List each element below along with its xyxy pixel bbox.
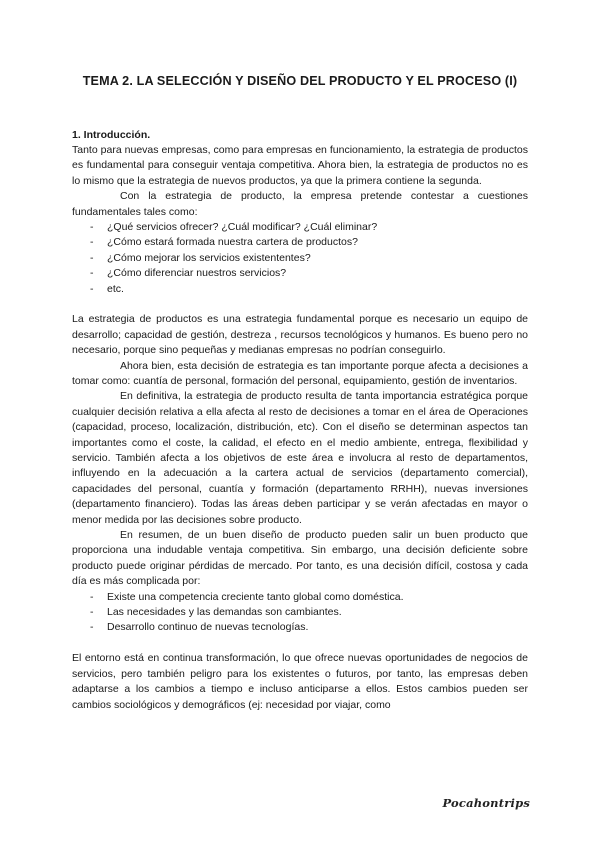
list-item: - etc.	[72, 282, 528, 297]
paragraph-entorno: El entorno está en continua transformación, lo que ofrece nuevas oportunidades de negocios de servicios, pero también peligro para los existentes o futuros, por tanto, las empresas deben adaptarse a los cambios a tiempo e incluso anticiparse a ellos. Estos cambios pueden ser cambios sociológicos y demográficos (ej: necesidad por viajar, como	[72, 652, 528, 711]
paragraph-intro: Tanto para nuevas empresas, como para empresas en funcionamiento, la estrategia de productos es fundamental para conseguir ventaja competitiva. Ahora bien, la estrategia de productos no es lo mismo que la estrategia de nuevos productos, ya que la primera contiene la segunda.	[72, 143, 528, 187]
list-item: - ¿Cómo mejorar los servicios existententes?	[72, 251, 528, 266]
paragraph-definitiva: En definitiva, la estrategia de producto resulta de tanta importancia estratégica porque cualquier decisión relativa a ella afecta al resto de decisiones a tomar en el área de Operaciones (capacidad, proceso, localización, distribución, etc). Con el diseño se determinan aspectos tan importantes como el coste, la calidad, el efecto en el medio ambiente, entrega, flexibilidad y servicio. También afecta a los objetivos de este área e involucra al resto de departamentos, influyendo en la adecuación a la cartera actual de servicios (departamento comercial), capacidades del personal, cuantía y formación (departamento RRHH), nuevas inversiones (departamento financiero). Todas las áreas deben participar y se verán afectadas en mayor o menor medida por las decisiones sobre producto.	[72, 390, 528, 526]
list-item: - ¿Qué servicios ofrecer? ¿Cuál modificar? ¿Cuál eliminar?	[72, 220, 528, 235]
spacer	[72, 636, 528, 651]
list-item: - Las necesidades y las demandas son cambiantes.	[72, 605, 528, 620]
questions-list	[72, 220, 528, 297]
paragraph-decisions: Ahora bien, esta decisión de estrategia es tan importante porque afecta a decisiones a tomar como: cuantía de personal, formación del personal, equipamiento, gestión de inventarios.	[72, 359, 528, 387]
paragraph-strategy-questions: Con la estrategia de producto, la empresa pretende contestar a cuestiones fundamentales tales como:	[72, 190, 528, 218]
paragraph-resumen: En resumen, de un buen diseño de producto pueden salir un buen producto que proporciona una indudable ventaja competitiva. Sin embargo, una decisión deficiente sobre producto puede originar pérdidas de mercado. Por tanto, es una decisión difícil, costosa y cada día es más complicada por:	[72, 529, 528, 588]
spacer	[72, 297, 528, 312]
page-title: TEMA 2. LA SELECCIÓN Y DISEÑO DEL PRODUCTO Y EL PROCESO (I)	[82, 74, 518, 88]
list-item: - ¿Cómo estará formada nuestra cartera de productos?	[72, 235, 528, 250]
list-item: - Existe una competencia creciente tanto global como doméstica.	[72, 590, 528, 605]
section-heading: 1. Introducción.	[72, 128, 151, 141]
document-page	[72, 72, 528, 713]
paragraph-fundamental: La estrategia de productos es una estrategia fundamental porque es necesario un equipo de desarrollo; capacidad de gestión, destreza , recursos tecnológicos y humanos. Es bueno pero no necesario, porque sino pequeñas y medianas empresas no podrían conseguirlo.	[72, 313, 528, 357]
complexity-list	[72, 590, 528, 636]
list-item: - ¿Cómo diferenciar nuestros servicios?	[72, 266, 528, 281]
list-item: - Desarrollo continuo de nuevas tecnologías.	[72, 620, 528, 635]
footer-brand-logo: Pocahontrips	[442, 796, 530, 810]
